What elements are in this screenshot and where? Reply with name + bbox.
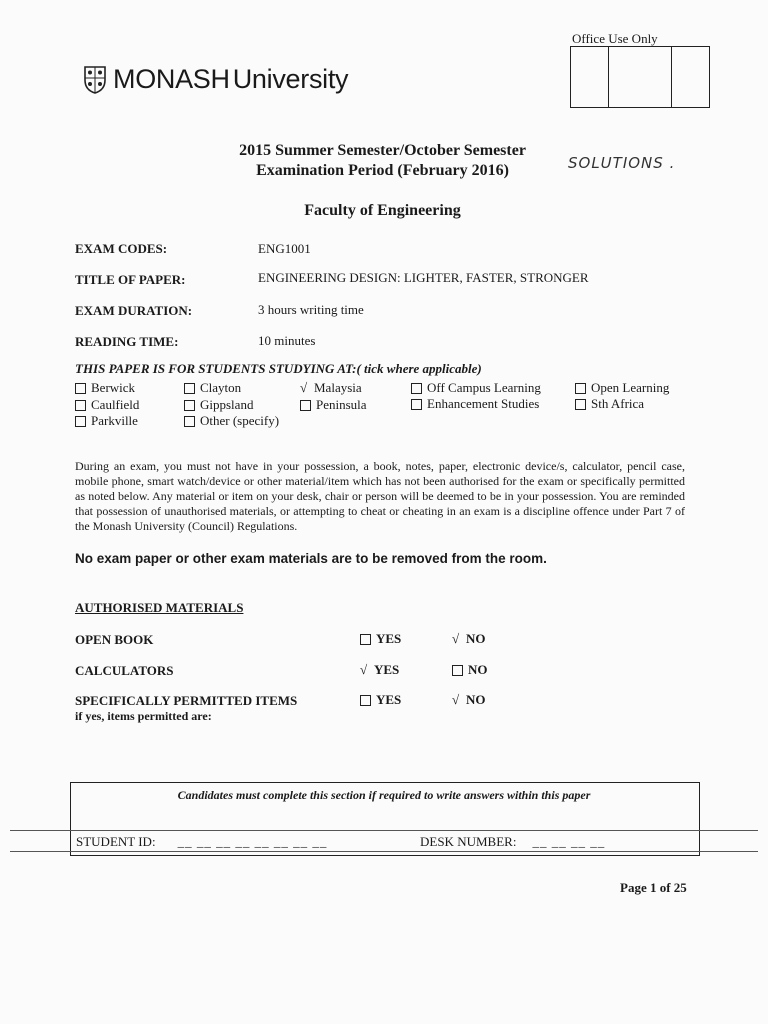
tick-mark-icon: √ bbox=[360, 662, 368, 677]
campus-caulfield[interactable] bbox=[75, 397, 139, 413]
candidate-instruction: Candidates must complete this section if required to write answers within this paper bbox=[177, 788, 591, 802]
checkbox[interactable] bbox=[75, 416, 86, 427]
reading-time-value: 10 minutes bbox=[258, 333, 316, 348]
campus-berwick[interactable] bbox=[75, 380, 135, 396]
student-id-label: STUDENT ID: bbox=[76, 834, 156, 849]
checkbox[interactable] bbox=[575, 399, 586, 410]
open-book-yes[interactable] bbox=[360, 631, 401, 647]
campus-label: Off Campus Learning bbox=[427, 380, 541, 395]
authorised-materials-heading: AUTHORISED MATERIALS bbox=[75, 600, 244, 615]
campus-open-learning[interactable] bbox=[575, 380, 669, 396]
campus-label: Enhancement Studies bbox=[427, 396, 540, 411]
tick-mark-icon: √ bbox=[300, 380, 308, 395]
monash-logo-text bbox=[113, 64, 348, 95]
checkbox[interactable] bbox=[411, 399, 422, 410]
open-book-label: OPEN BOOK bbox=[75, 632, 154, 647]
logo-suffix: University bbox=[232, 64, 349, 94]
campus-parkville[interactable] bbox=[75, 413, 138, 429]
checkbox[interactable] bbox=[75, 400, 86, 411]
office-use-box bbox=[570, 46, 710, 108]
checkbox[interactable] bbox=[184, 400, 195, 411]
no-label: NO bbox=[466, 692, 486, 707]
exam-codes-value: ENG1001 bbox=[258, 241, 311, 256]
permitted-items-no[interactable] bbox=[452, 692, 486, 708]
no-label: NO bbox=[468, 662, 488, 677]
yes-label: YES bbox=[376, 692, 402, 707]
tick-mark-icon: √ bbox=[452, 631, 460, 646]
campus-gippsland[interactable] bbox=[184, 397, 253, 413]
checkbox[interactable] bbox=[300, 400, 311, 411]
divider-line bbox=[10, 830, 758, 831]
checkbox[interactable] bbox=[411, 383, 422, 394]
desk-number-field[interactable] bbox=[420, 834, 605, 850]
reading-time-label: READING TIME: bbox=[75, 334, 179, 349]
campus-sth-africa[interactable] bbox=[575, 396, 644, 412]
calculators-no[interactable] bbox=[452, 662, 488, 678]
office-use-label: Office Use Only bbox=[572, 31, 658, 46]
campus-malaysia[interactable] bbox=[300, 380, 362, 396]
exam-duration-label: EXAM DURATION: bbox=[75, 303, 193, 318]
checkbox[interactable] bbox=[575, 383, 586, 394]
student-id-blank: __ __ __ __ __ __ __ __ bbox=[177, 834, 328, 849]
exam-codes-label: EXAM CODES: bbox=[75, 241, 168, 256]
page-number: Page 1 of 25 bbox=[620, 880, 687, 895]
campus-other[interactable] bbox=[184, 413, 279, 429]
permitted-items-yes[interactable] bbox=[360, 692, 401, 708]
logo-brand: MONASH bbox=[113, 64, 230, 94]
calculators-label: CALCULATORS bbox=[75, 663, 174, 678]
campus-heading: THIS PAPER IS FOR STUDENTS STUDYING AT:( tick where applicable) bbox=[75, 361, 482, 376]
yes-label: YES bbox=[374, 662, 400, 677]
tick-mark-icon: √ bbox=[452, 692, 460, 707]
exam-period-line-2: Examination Period (February 2016) bbox=[256, 162, 509, 179]
campus-label: Berwick bbox=[91, 380, 136, 395]
divider-line bbox=[10, 851, 758, 852]
checkbox[interactable] bbox=[184, 416, 195, 427]
campus-label: Malaysia bbox=[314, 380, 362, 395]
no-remove-warning: No exam paper or other exam materials are to be removed from the room. bbox=[75, 551, 547, 566]
if-yes-note: if yes, items permitted are: bbox=[75, 709, 212, 723]
campus-label: Clayton bbox=[200, 380, 242, 395]
open-book-no[interactable] bbox=[452, 631, 486, 647]
permitted-items-label: SPECIFICALLY PERMITTED ITEMS bbox=[75, 693, 298, 708]
title-of-paper-value: ENGINEERING DESIGN: LIGHTER, FASTER, STRONGER bbox=[258, 270, 589, 285]
campus-peninsula[interactable] bbox=[300, 397, 367, 413]
exam-duration-value: 3 hours writing time bbox=[258, 302, 364, 317]
desk-number-blank: __ __ __ __ bbox=[532, 834, 606, 849]
checkbox[interactable] bbox=[75, 383, 86, 394]
campus-label: Parkville bbox=[91, 413, 138, 428]
title-of-paper-label: TITLE OF PAPER: bbox=[75, 272, 186, 287]
campus-label: Sth Africa bbox=[591, 396, 645, 411]
campus-label: Other (specify) bbox=[200, 413, 280, 428]
student-id-field[interactable] bbox=[76, 834, 327, 850]
no-label: NO bbox=[466, 631, 486, 646]
faculty-title: Faculty of Engineering bbox=[304, 202, 461, 219]
campus-label: Gippsland bbox=[200, 397, 254, 412]
campus-label: Open Learning bbox=[591, 380, 670, 395]
campus-clayton[interactable] bbox=[184, 380, 241, 396]
campus-label: Caulfield bbox=[91, 397, 140, 412]
campus-label: Peninsula bbox=[316, 397, 367, 412]
checkbox[interactable] bbox=[452, 665, 463, 676]
checkbox[interactable] bbox=[360, 695, 371, 706]
campus-off-campus[interactable] bbox=[411, 380, 541, 396]
calculators-yes[interactable] bbox=[360, 662, 399, 678]
checkbox[interactable] bbox=[360, 634, 371, 645]
monash-crest-icon bbox=[84, 66, 106, 94]
checkbox[interactable] bbox=[184, 383, 195, 394]
desk-number-label: DESK NUMBER: bbox=[420, 834, 517, 849]
campus-enhancement[interactable] bbox=[411, 396, 539, 412]
exam-conduct-notice: During an exam, you must not have in your possession, a book, notes, paper, electronic device/s, calculator, pencil case, mobile phone, smart watch/device or other material/item which has not been authorised for the exam or specifically permitted as noted below. Any material or item on your desk, chair or person will be deemed to be in your possession. You are reminded that possession of unauthorised materials, or attempting to cheat or cheating in an exam is a discipline offence under Part 7 of the Monash University (Council) Regulations. bbox=[75, 459, 685, 533]
exam-period-line-1: 2015 Summer Semester/October Semester bbox=[239, 142, 526, 159]
yes-label: YES bbox=[376, 631, 402, 646]
handwritten-solutions-note: SOLUTIONS . bbox=[568, 154, 676, 172]
